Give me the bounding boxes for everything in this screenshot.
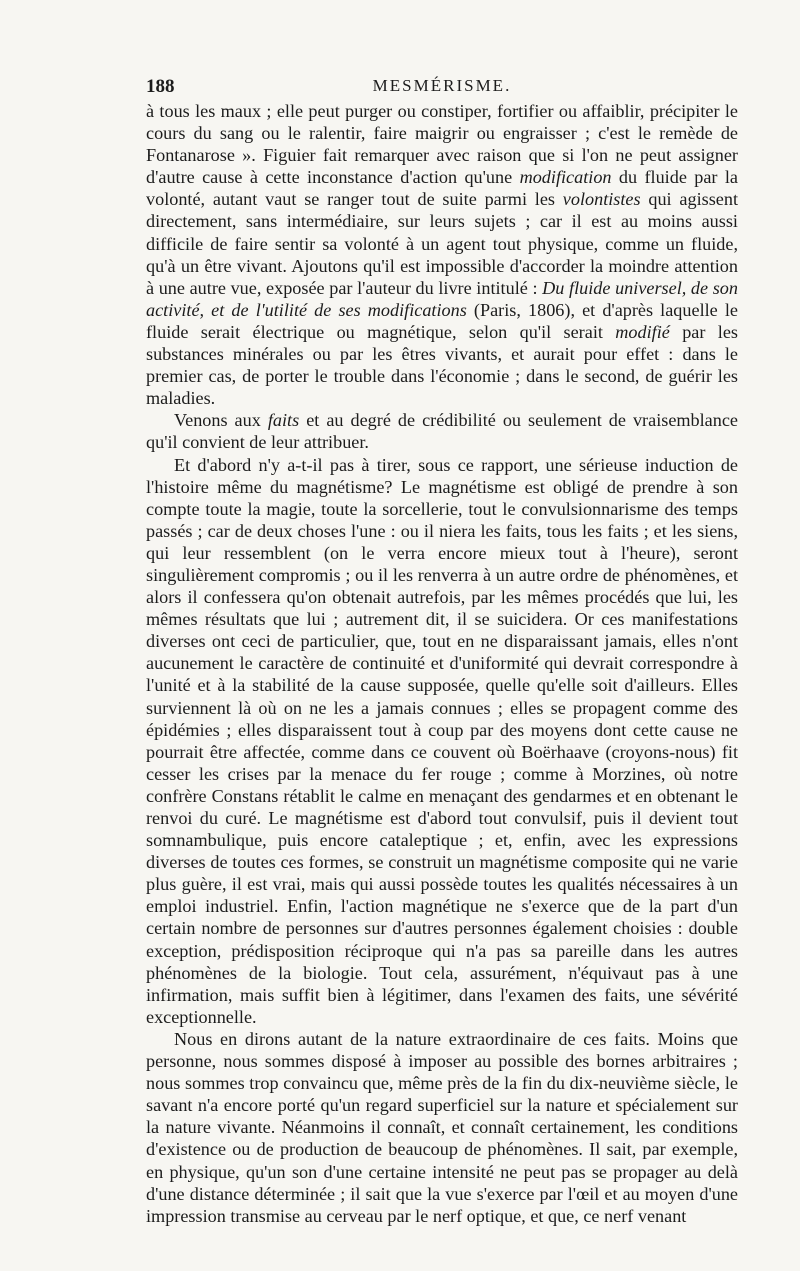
text-run: par les substances minérales ou par les êtres vivants, et aurait pour effet : dans le premier cas, de porter le trouble dans l'économie ; dans le second, de guérir les maladies. xyxy=(146,321,738,409)
italic-text: Du fluide universel, de son activité, et de l'utilité de ses modifications xyxy=(146,277,738,320)
text-run: qui agissent directement, sans intermédiaire, sur leurs sujets ; car il est au moins aussi difficile de faire sentir sa volonté à un agent tout physique, comme un fluide, qu'à un être vivant. Ajoutons qu'il est impossible d'accorder la moindre attention à une autre vue, exposée par l'auteur du livre intitulé : xyxy=(146,189,738,298)
text-run: à tous les maux ; elle peut purger ou constiper, fortifier ou affaiblir, précipiter le cours du sang ou le ralentir, faire maigrir ou engraisser ; c'est le remède de Fontanarose ». Figuier fait remarquer avec raison que si l'on ne peut assigner d'autre cause à cette inconstance d'action qu'une xyxy=(146,101,738,188)
italic-text: faits xyxy=(267,410,300,431)
text-run: Et d'abord n'y a-t-il pas à tirer, sous ce rapport, une sérieuse induction de l'histoire même du magnétisme? Le magnétisme est obligé de prendre à son compte toute la magie, toute la sorcellerie, tout le convulsionnarisme des temps passés ; car de deux choses l'une : ou il niera les faits, tous les faits ; et les siens, qui leur ressemblent (on le verra encore mieux tout à l'heure), seront singulièrement compromis ; ou il les renverra à un autre ordre de phénomènes, et alors il confessera qu'on obtenait autrefois, par les mêmes procédés que lui, les mêmes résultats que lui ; autrement dit, il se suicidera. Or ces manifestations diverses ont ceci de particulier, que, tout en ne disparaissant jamais, elles n'ont aucunement le caractère de continuité et d'uniformité qui devrait correspondre à l'unité et à la stabilité de la cause supposée, quelle qu'elle soit d'ailleurs. Elles surviennent là où on ne les a jamais connues ; elles se propagent comme des épidémies ; elles disparaissent tout à coup par des moyens dont cette cause ne pourrait être affectée, comme dans ce couvent où Boërhaave (croyons-nous) fit cesser les crises par la menace du fer rouge ; comme à Morzines, où notre confrère Constans rétablit le calme en menaçant des gendarmes et en obtenant le renvoi du curé. Le magnétisme est d'abord tout convulsif, puis il devient tout somnambulique, puis encore cataleptique ; et, enfin, avec les expressions diverses de toutes ces formes, se construit un magnétisme composite qui ne varie plus guère, il est vrai, mais qui aussi possède toutes les qualités nécessaires à un emploi industriel. Enfin, l'action magnétique ne s'exerce que de la part d'un certain nombre de personnes sur d'autres personnes également choisies : double exception, prédisposition réciproque qui n'a pas sa pareille dans les autres phénomènes de la biologie. Tout cela, assurément, n'équivaut pas à une infirmation, mais suffit bien à légitimer, dans l'examen des faits, une sévérité exceptionnelle. xyxy=(146,454,738,1027)
text-run: et au degré de crédibilité ou seulement de vraisemblance qu'il convient de leur attribuer. xyxy=(146,410,738,453)
body-text xyxy=(146,100,738,1227)
italic-text: modification xyxy=(519,167,612,188)
paragraph xyxy=(146,100,738,409)
paragraph xyxy=(146,454,738,1028)
paragraph xyxy=(146,409,738,453)
running-head xyxy=(146,76,738,100)
italic-text: modifié xyxy=(615,321,670,342)
text-run: du fluide par la volonté, autant vaut se ranger tout de suite parmi les xyxy=(146,167,738,210)
paragraph xyxy=(146,1028,738,1227)
text-run: (Paris, 1806), et d'après laquelle le fluide serait électrique ou magnétique, selon qu'il serait xyxy=(146,299,738,342)
text-run: Venons aux xyxy=(174,410,268,431)
italic-text: volontistes xyxy=(562,189,641,210)
running-title: MESMÉRISME. xyxy=(372,76,512,95)
page-number: 188 xyxy=(146,76,175,97)
text-run: Nous en dirons autant de la nature extraordinaire de ces faits. Moins que personne, nous sommes disposé à imposer au possible des bornes arbitraires ; nous sommes trop convaincu que, même près de la fin du dix-neuvième siècle, le savant n'a encore porté qu'un regard superficiel sur la nature et spécialement sur la nature vivante. Néanmoins il connaît, et connaît certainement, les conditions d'existence ou de production de beaucoup de phénomènes. Il sait, par exemple, en physique, qu'un son d'une certaine intensité ne peut pas se propager au delà d'une distance déterminée ; il sait que la vue s'exerce par l'œil et au moyen d'une impression transmise au cerveau par le nerf optique, et que, ce nerf venant xyxy=(146,1028,738,1226)
